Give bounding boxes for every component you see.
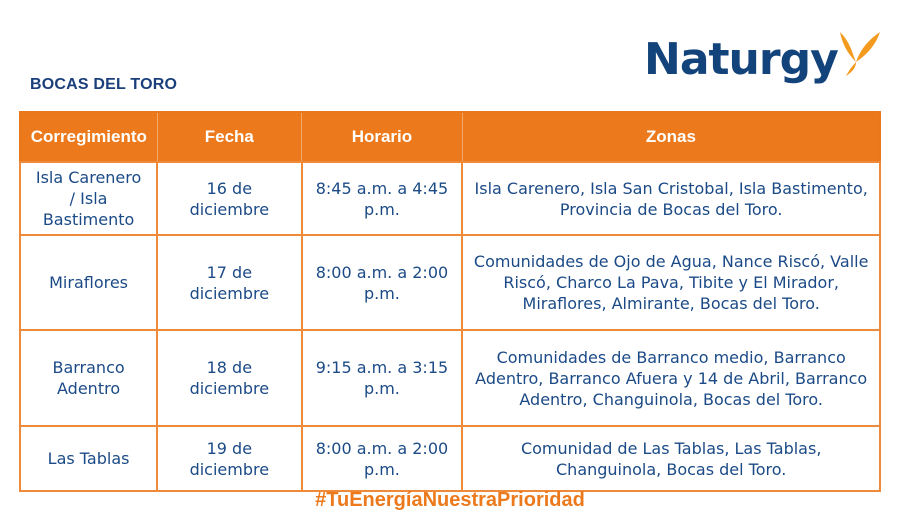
cell-fecha: 18 de diciembre: [157, 330, 301, 426]
table-header-row: [20, 112, 880, 162]
cell-fecha: 19 de diciembre: [157, 426, 301, 491]
cell-horario: 8:00 a.m. a 2:00 p.m.: [302, 426, 463, 491]
cell-zonas: Isla Carenero, Isla San Cristobal, Isla Bastimento, Provincia de Bocas del Toro.: [462, 162, 880, 235]
cell-corregimiento: Isla Carenero / Isla Bastimento: [20, 162, 157, 235]
cell-zonas: Comunidades de Ojo de Agua, Nance Riscó, Valle Riscó, Charco La Pava, Tibite y El Mirador, Miraflores, Almirante, Bocas del Toro.: [462, 235, 880, 330]
header-corregimiento: Corregimiento: [20, 112, 157, 162]
cell-zonas: Comunidad de Las Tablas, Las Tablas, Changuinola, Bocas del Toro.: [462, 426, 880, 491]
cell-horario: 8:45 a.m. a 4:45 p.m.: [302, 162, 463, 235]
table-row: [20, 162, 880, 235]
cell-corregimiento: Miraflores: [20, 235, 157, 330]
table-row: [20, 426, 880, 491]
header-zonas: Zonas: [462, 112, 880, 162]
header-horario: Horario: [302, 112, 463, 162]
cell-corregimiento: Las Tablas: [20, 426, 157, 491]
region-title: BOCAS DEL TORO: [30, 76, 178, 93]
cell-horario: 8:00 a.m. a 2:00 p.m.: [302, 235, 463, 330]
cell-fecha: 17 de diciembre: [157, 235, 301, 330]
header-fecha: Fecha: [157, 112, 301, 162]
logo-wordmark: Naturgy: [644, 34, 838, 85]
table-row: [20, 235, 880, 330]
naturgy-logo: [644, 26, 884, 96]
table-row: [20, 330, 880, 426]
cell-fecha: 16 de diciembre: [157, 162, 301, 235]
cell-corregimiento: Barranco Adentro: [20, 330, 157, 426]
cell-zonas: Comunidades de Barranco medio, Barranco Adentro, Barranco Afuera y 14 de Abril, Barranco Adentro, Changuinola, Bocas del Toro.: [462, 330, 880, 426]
schedule-table: [19, 111, 881, 492]
cell-horario: 9:15 a.m. a 3:15 p.m.: [302, 330, 463, 426]
butterfly-icon: [832, 26, 884, 78]
hashtag: #TuEnergíaNuestraPrioridad: [315, 489, 585, 511]
